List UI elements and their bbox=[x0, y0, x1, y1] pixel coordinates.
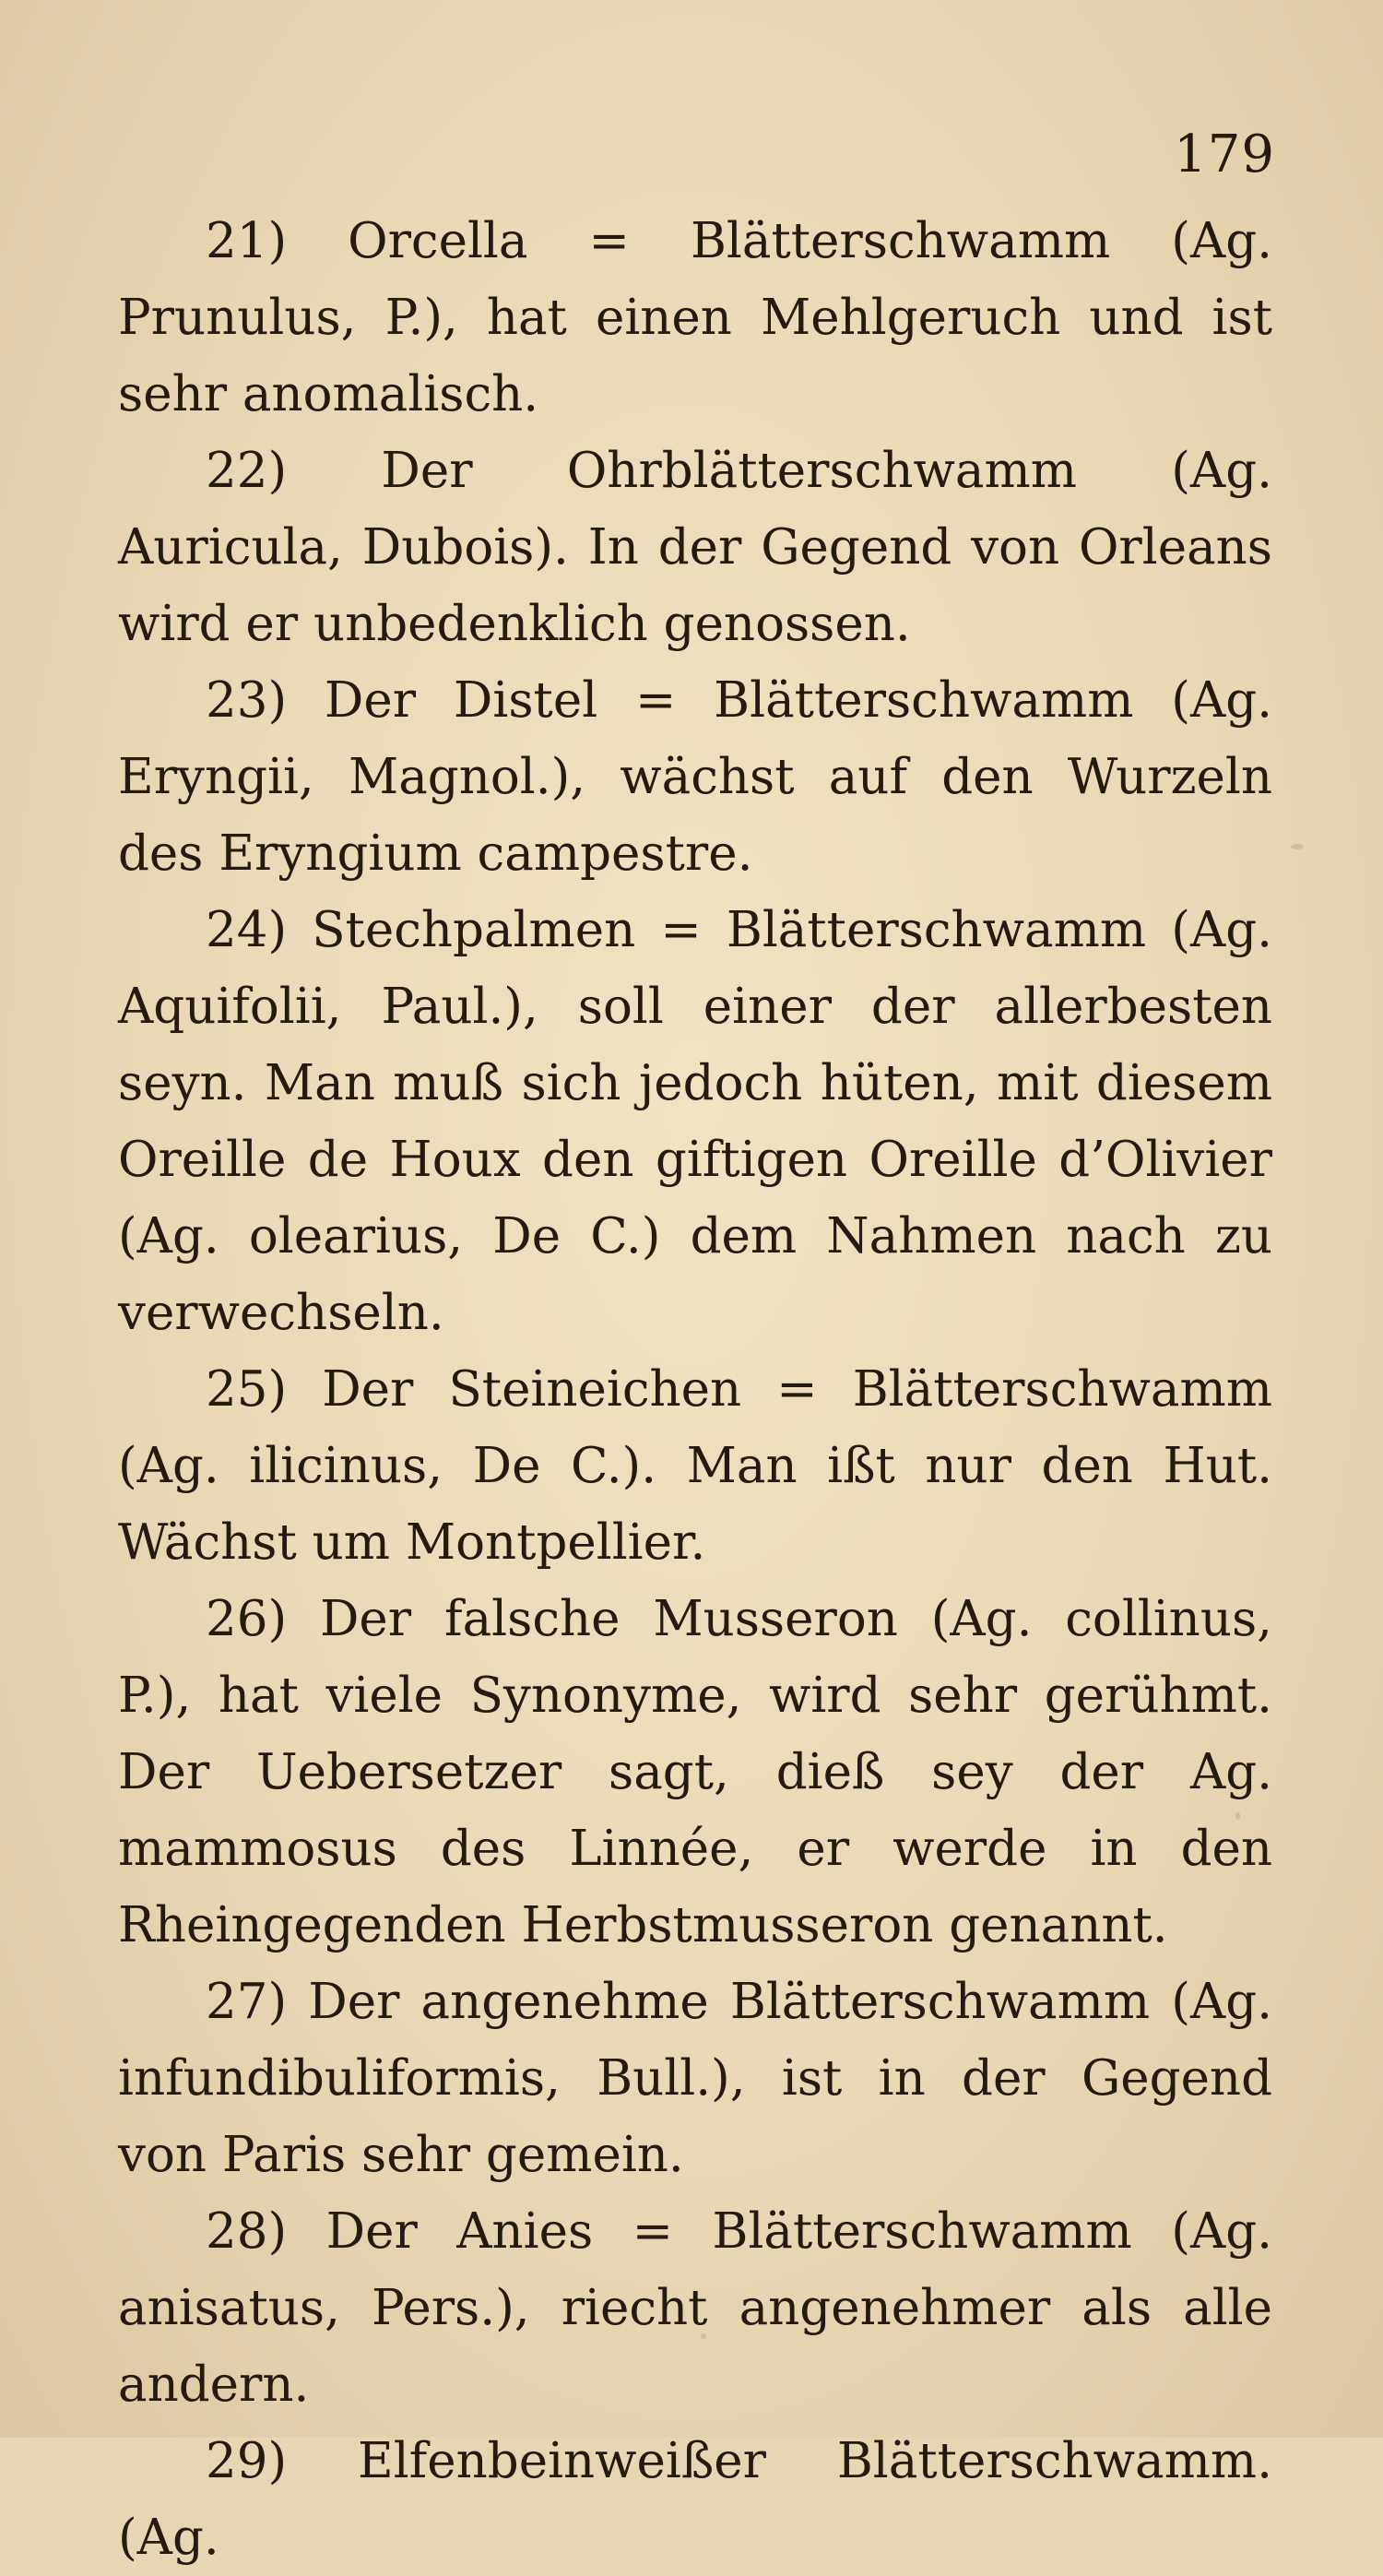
paper-spot bbox=[1235, 1812, 1240, 1820]
entry-27: 27) Der angenehme Blätterschwamm (Ag. infundibuliformis, Bull.), ist in der Gegend von Paris sehr gemein. bbox=[118, 1974, 1272, 2183]
text-body bbox=[118, 203, 1272, 2576]
paper-spot bbox=[701, 2333, 706, 2339]
entry-21: 21) Orcella = Blätterschwamm (Ag. Prunulus, P.), hat einen Mehlgeruch und ist sehr anomalisch. bbox=[118, 213, 1272, 422]
page-number: 179 bbox=[1174, 125, 1275, 184]
entry-28: 28) Der Anies = Blätterschwamm (Ag. anisatus, Pers.), riecht angenehmer als alle andern. bbox=[118, 2203, 1272, 2413]
entry-22: 22) Der Ohrblätterschwamm (Ag. Auricula, Dubois). In der Gegend von Orleans wird er unbedenklich genossen. bbox=[118, 443, 1272, 652]
entry-25: 25) Der Steineichen = Blätterschwamm (Ag. ilicinus, De C.). Man ißt nur den Hut. Wächst um Montpellier. bbox=[118, 1361, 1272, 1571]
entry-26: 26) Der falsche Musseron (Ag. collinus, P.), hat viele Synonyme, wird sehr gerühmt. Der Uebersetzer sagt, dieß sey der Ag. mammosus des Linnée, er werde in den Rheingegenden Herbstmusseron genannt. bbox=[118, 1591, 1272, 1953]
entry-23: 23) Der Distel = Blätterschwamm (Ag. Eryngii, Magnol.), wächst auf den Wurzeln des Eryngium campestre. bbox=[118, 672, 1272, 882]
entry-29: 29) Elfenbeinweißer Blätterschwamm. (Ag. bbox=[118, 2433, 1272, 2566]
paper-spot bbox=[1291, 844, 1304, 849]
entry-24: 24) Stechpalmen = Blätterschwamm (Ag. Aquifolii, Paul.), soll einer der allerbesten seyn. Man muß sich jedoch hüten, mit diesem Oreille de Houx den giftigen Oreille d’Olivier (Ag. olearius, De C.) dem Nahmen nach zu verwechseln. bbox=[118, 902, 1272, 1341]
